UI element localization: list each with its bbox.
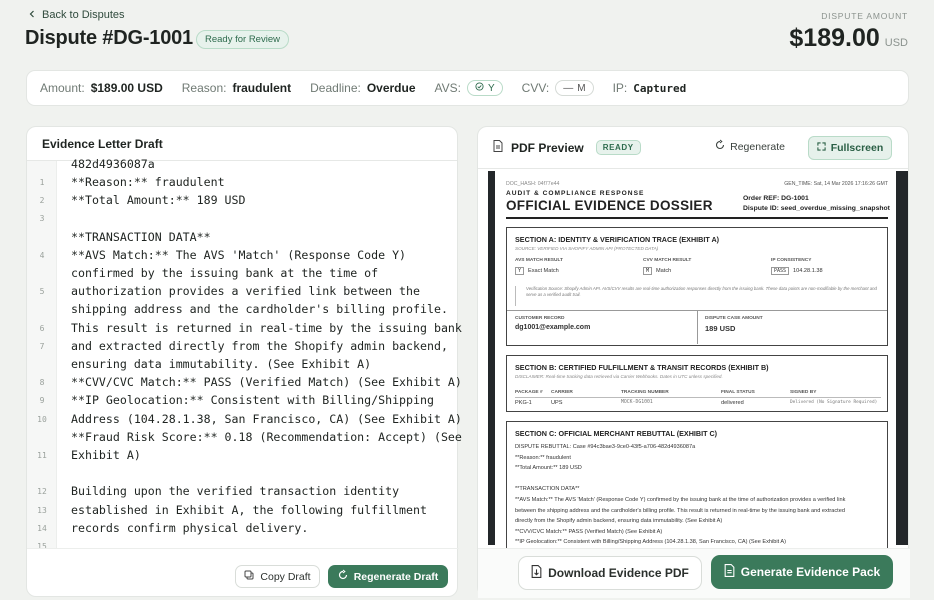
pdf-preview-panel bbox=[477, 126, 909, 597]
download-pdf-button[interactable] bbox=[518, 556, 702, 590]
pdf-table-cell: PKG-1 bbox=[515, 400, 532, 406]
pdf-viewer[interactable] bbox=[488, 171, 908, 545]
dispute-amount-currency: USD bbox=[884, 37, 908, 49]
line-number: 9 bbox=[39, 396, 45, 406]
pdf-divider bbox=[697, 310, 698, 344]
pdf-rebuttal-line: **IP Geolocation:** Consistent with Billing/Shipping Address (104.28.1.38, San Francisco, CA) (See Exhibit A) bbox=[515, 539, 787, 546]
summary-cvv-label: CVV: bbox=[521, 81, 550, 95]
pdf-ip-val: 104.28.1.38 bbox=[793, 268, 823, 274]
pdf-avs-val: Exact Match bbox=[528, 268, 559, 274]
regenerate-draft-label: Regenerate Draft bbox=[353, 570, 439, 583]
download-pdf-label: Download Evidence PDF bbox=[548, 566, 689, 580]
summary-deadline bbox=[310, 81, 415, 95]
pdf-customer-head: CUSTOMER RECORD bbox=[515, 316, 565, 321]
page-title: Dispute #DG-1001 bbox=[25, 27, 193, 49]
pdf-section-b bbox=[506, 355, 888, 412]
pdf-rebuttal-line: directly from the Shopify admin backend, ensuring data immutability. (See Exhibit A) bbox=[515, 518, 723, 525]
pdf-verification-note: Verification Source: Shopify Admin API. AVS/CVV results are real-time authorization responses directly from the issuing bank. These data points are non-modifiable by the merchant and serve as a verified audit trail. bbox=[515, 286, 879, 306]
avs-value: Y bbox=[487, 82, 495, 94]
summary-ip-value: Captured bbox=[633, 81, 687, 95]
pdf-ready-badge: READY bbox=[596, 140, 641, 155]
pdf-rebuttal-line: **CVV/CVC Match:** PASS (Verified Match) (See Exhibit A) bbox=[515, 528, 663, 535]
pdf-ip-row bbox=[771, 267, 823, 275]
cvv-chip bbox=[555, 80, 593, 96]
pdf-table-col: PACKAGE # bbox=[515, 390, 543, 395]
code-line: **CVV/CVC Match:** PASS (Verified Match) (See Exhibit A) bbox=[71, 375, 462, 390]
line-number: 3 bbox=[39, 214, 45, 224]
evidence-letter-header bbox=[27, 127, 457, 161]
summary-deadline-label: Deadline: bbox=[310, 81, 361, 95]
pdf-doc-hash: DOC_HASH: 04f77e44 bbox=[506, 181, 560, 187]
code-line: **AVS Match:** The AVS 'Match' (Response Code Y) bbox=[71, 247, 407, 262]
copy-draft-button[interactable] bbox=[235, 565, 320, 588]
pdf-table-col: CARRIER bbox=[551, 390, 573, 395]
pdf-section-b-disclaimer: DISCLAIMER: Real-time tracking data retrieved via Carrier Webhooks. Dates in UTC unless specified. bbox=[515, 374, 723, 379]
pdf-table-col: TRACKING NUMBER bbox=[621, 390, 669, 395]
code-line: This result is returned in real-time by the issuing bank bbox=[71, 320, 462, 335]
pdf-avs-head: AVS MATCH RESULT bbox=[515, 258, 563, 263]
expand-icon bbox=[817, 142, 826, 154]
pdf-section-b-title: SECTION B: CERTIFIED FULFILLMENT & TRANSIT RECORDS (EXHIBIT B) bbox=[515, 363, 769, 372]
copy-icon bbox=[244, 570, 254, 583]
line-number: 1 bbox=[39, 178, 45, 187]
line-number: 5 bbox=[39, 287, 45, 297]
line-number: 13 bbox=[37, 505, 47, 515]
summary-avs bbox=[435, 80, 503, 96]
pdf-rebuttal-line: between the shipping address and the cardholder's billing profile. This result is returned in real-time by the issuing bank and extracted bbox=[515, 507, 845, 514]
line-number: 11 bbox=[37, 451, 47, 460]
generate-evidence-pack-label: Generate Evidence Pack bbox=[740, 565, 881, 579]
pdf-avs-row bbox=[515, 267, 559, 275]
back-label: Back to Disputes bbox=[42, 9, 125, 21]
dispute-amount-label: DISPUTE AMOUNT bbox=[821, 11, 908, 21]
line-number: 6 bbox=[39, 323, 45, 333]
summary-cvv bbox=[522, 80, 594, 96]
pdf-rebuttal-line: DISPUTE REBUTTAL: Case #94c3bae3-9ce0-43f5-a706-482d4936087a bbox=[515, 444, 696, 450]
refresh-icon bbox=[715, 140, 725, 153]
regenerate-draft-button[interactable] bbox=[328, 565, 448, 588]
document-icon bbox=[493, 140, 503, 155]
code-line: shipping address and the cardholder's billing profile. bbox=[71, 302, 448, 317]
pdf-section-a-source: SOURCE: VERIFIED VIA SHOPIFY ADMIN API (PROTECTED DATA) bbox=[515, 246, 659, 251]
avs-chip bbox=[467, 80, 503, 96]
fullscreen-label: Fullscreen bbox=[830, 142, 884, 154]
code-line: **IP Geolocation:** Consistent with Billing/Shipping bbox=[71, 393, 434, 408]
summary-bar bbox=[26, 70, 909, 106]
status-badge: Ready for Review bbox=[196, 30, 289, 49]
check-circle-icon bbox=[475, 82, 484, 94]
pdf-case-val: 189 USD bbox=[705, 324, 736, 333]
summary-ip-label: IP: bbox=[612, 81, 628, 95]
fullscreen-button[interactable] bbox=[808, 136, 892, 160]
code-line: authorization provides a verified link between the bbox=[71, 284, 421, 299]
code-line: records confirm physical delivery. bbox=[71, 520, 309, 535]
code-line: Address (104.28.1.38, San Francisco, CA) (See Exhibit A) bbox=[71, 411, 462, 426]
pdf-rule bbox=[506, 217, 888, 219]
pdf-rebuttal-line: **TRANSACTION DATA** bbox=[515, 486, 580, 493]
summary-reason-value: fraudulent bbox=[232, 81, 292, 95]
pdf-dispute-id: Dispute ID: seed_overdue_missing_snapshot bbox=[743, 205, 890, 212]
dash-icon: — bbox=[563, 82, 574, 94]
file-icon bbox=[724, 564, 735, 580]
line-number: 15 bbox=[37, 542, 47, 551]
pdf-ip-head: IP CONSISTENCY bbox=[771, 258, 812, 263]
pdf-table-cell: MOCK-DG1001 bbox=[621, 400, 653, 405]
chevron-left-icon bbox=[28, 9, 36, 21]
pdf-preview-title-group bbox=[493, 140, 641, 155]
line-number: 2 bbox=[39, 196, 45, 206]
pdf-table-cell: delivered bbox=[721, 400, 744, 406]
pdf-section-c bbox=[506, 421, 888, 561]
summary-reason-label: Reason: bbox=[181, 81, 227, 95]
draft-editor[interactable] bbox=[27, 157, 462, 551]
line-number: 7 bbox=[39, 341, 45, 351]
regenerate-pdf-button[interactable] bbox=[715, 140, 785, 153]
pdf-table-col: SIGNED BY bbox=[790, 390, 817, 395]
pdf-cvv-code: M bbox=[643, 267, 652, 275]
pdf-section-a-title: SECTION A: IDENTITY & VERIFICATION TRACE (EXHIBIT A) bbox=[515, 235, 720, 244]
back-to-disputes-link[interactable] bbox=[28, 9, 125, 21]
pdf-ip-code: PASS bbox=[771, 267, 789, 275]
pdf-preview-title: PDF Preview bbox=[511, 140, 584, 155]
code-line: ensuring data immutability. (See Exhibit A) bbox=[71, 357, 372, 371]
line-number: 14 bbox=[37, 523, 47, 533]
code-line: **TRANSACTION DATA** bbox=[71, 229, 211, 244]
pdf-rebuttal-line: **Total Amount:** 189 USD bbox=[515, 465, 582, 472]
regenerate-pdf-label: Regenerate bbox=[730, 140, 785, 153]
code-line: Building upon the verified transaction identity bbox=[71, 484, 400, 499]
pdf-cvv-val: Match bbox=[656, 268, 672, 274]
pdf-title: OFFICIAL EVIDENCE DOSSIER bbox=[506, 198, 713, 213]
summary-avs-label: AVS: bbox=[434, 81, 461, 95]
copy-draft-label: Copy Draft bbox=[260, 570, 311, 583]
summary-amount-label: Amount: bbox=[40, 81, 85, 95]
dispute-amount-value: $189.00 bbox=[789, 24, 880, 52]
pdf-cvv-row bbox=[643, 267, 671, 275]
pdf-section-a bbox=[506, 227, 888, 346]
pdf-page bbox=[495, 171, 896, 545]
line-number: 12 bbox=[37, 487, 47, 497]
pdf-avs-code: Y bbox=[515, 267, 524, 275]
pdf-case-head: DISPUTE CASE AMOUNT bbox=[705, 316, 763, 321]
summary-deadline-value: Overdue bbox=[366, 81, 416, 95]
evidence-letter-panel bbox=[26, 126, 462, 597]
line-number: 10 bbox=[37, 414, 47, 424]
pdf-table-cell: UPS bbox=[551, 400, 563, 406]
pdf-subtitle: AUDIT & COMPLIANCE RESPONSE bbox=[506, 190, 645, 197]
draft-footer bbox=[27, 548, 459, 598]
code-line: **Fraud Risk Score:** 0.18 (Recommendation: Accept) (See bbox=[71, 429, 462, 444]
summary-reason bbox=[182, 81, 291, 95]
code-line: **Total Amount:** 189 USD bbox=[71, 193, 246, 208]
refresh-icon bbox=[338, 570, 348, 583]
pdf-table-col: FINAL STATUS bbox=[721, 390, 755, 395]
summary-amount bbox=[40, 81, 163, 95]
pdf-table-rule bbox=[515, 397, 881, 398]
pdf-cvv-head: CVV MATCH RESULT bbox=[643, 258, 692, 263]
code-line-partial: 482d4936087a bbox=[71, 157, 155, 171]
evidence-letter-title: Evidence Letter Draft bbox=[42, 136, 163, 151]
pdf-rebuttal-line: **Reason:** fraudulent bbox=[515, 454, 571, 461]
summary-amount-value: $189.00 USD bbox=[90, 81, 163, 95]
download-file-icon bbox=[531, 565, 542, 581]
pdf-table-cell: Delivered (No Signature Required) bbox=[790, 400, 878, 405]
generate-evidence-pack-button[interactable] bbox=[711, 555, 893, 589]
line-number: 4 bbox=[39, 250, 45, 260]
code-line: **Reason:** fraudulent bbox=[71, 175, 225, 189]
pdf-customer-val: dg1001@example.com bbox=[515, 324, 591, 331]
pdf-order-ref: Order REF: DG-1001 bbox=[743, 195, 809, 202]
pdf-rebuttal-line: **AVS Match:** The AVS 'Match' (Response Code Y) confirmed by the issuing bank at the time of authorization provides a verified link bbox=[515, 497, 846, 503]
cvv-value: M bbox=[577, 82, 586, 94]
code-line: confirmed by the issuing bank at the time of bbox=[71, 266, 379, 280]
pdf-section-c-title: SECTION C: OFFICIAL MERCHANT REBUTTAL (EXHIBIT C) bbox=[515, 429, 718, 438]
pdf-footer bbox=[478, 548, 910, 598]
dispute-amount bbox=[789, 24, 908, 53]
code-line: Exhibit A) bbox=[71, 448, 141, 462]
code-line: and extracted directly from the Shopify admin backend, bbox=[71, 338, 448, 353]
summary-ip bbox=[613, 81, 687, 95]
code-line: established in Exhibit A, the following fulfillment bbox=[71, 502, 427, 517]
line-number: 8 bbox=[39, 378, 45, 388]
pdf-gen-time: GEN_TIME: Sat, 14 Mar 2026 17:16:26 GMT bbox=[784, 181, 888, 187]
